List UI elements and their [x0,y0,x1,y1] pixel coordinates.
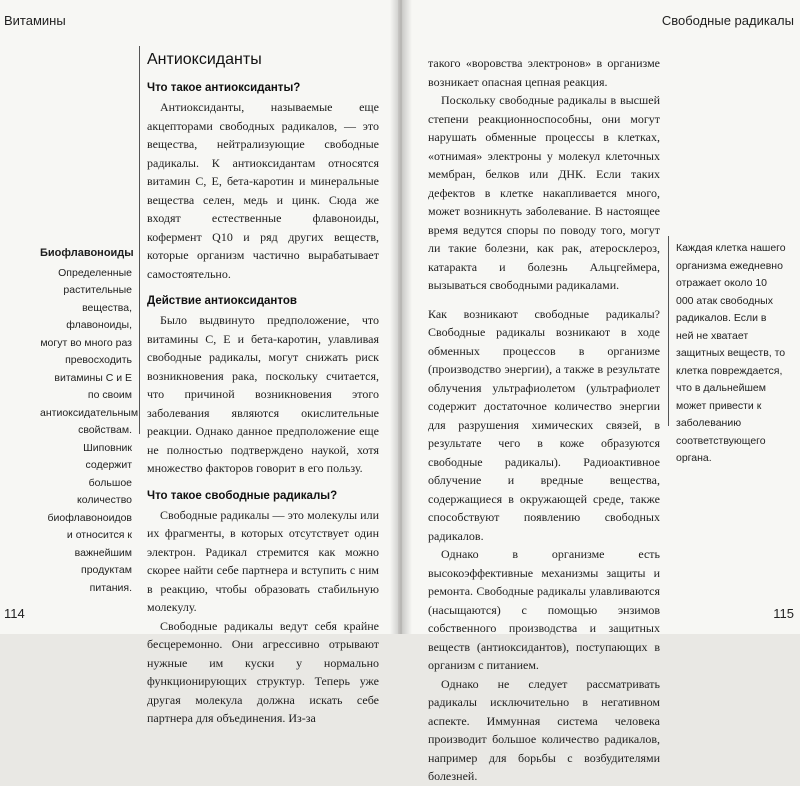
paragraph: Антиоксиданты, называемые еще акцепторами свободных радикалов, — это вещества, нейтрализующие свободные радикалы. К антиоксидантам относятся витамин С, Е, бета-каротин и минеральные вещества селен, медь и цинк. Сюда же входят естественные флавоноиды, кофермент Q10 и ряд других веществ, которые организм частично вырабатывает самостоятельно. [147,100,379,281]
paragraph: Свободные радикалы — это молекулы или их фрагменты, в которых отсутствует один электрон. Радикал стремится как можно скорее найти себе партнера и вступить с ним в реакцию, чтобы образовать стабильную молекулу. [147,507,379,614]
right-sidebar-note: Каждая клетка нашего организма ежедневно отражает около 10 000 атак свободных радикалов. Если в ней не хватает защитных веществ, то клетка повреждается, что в дальнейшем может привести к заболеванию соответствующего органа. [676,242,786,464]
sidebar-title: Биофлавоноиды [40,247,134,259]
right-page-number: 115 [773,606,794,621]
right-column-rule [668,236,669,426]
paragraph: Поскольку свободные радикалы в высшей степени реакционноспособны, они могут нарушать обменные процессы в клетках, «отнимая» электроны у молекул клеточных мембран, белков или ДНК. Если таких дефектов в клетке накапливается много, может возникнуть заболевание. В настоящее время ведутся споры по поводу того, могут ли такие болезни, как рак, атеросклероз, катаракта и болезнь Альцгеймера, вызываться свободными радикалами. [428,93,660,292]
subheading: Что такое свободные радикалы? [147,489,338,502]
paragraph: Свободные радикалы ведут себя крайне бесцеремонно. Они агрессивно отрывают нужные им куски у нормально функционирующих структур. Теперь уже другая молекула должна искать себе партнера для объединения. Из-за [147,618,379,725]
left-main-column [147,50,379,728]
right-main-column [428,54,660,786]
left-running-head: Витамины [4,13,66,28]
paragraph: Было выдвинуто предположение, что витамины С, Е и бета-каротин, улавливая свободные радикалы, могут снижать риск возникновения рака, поскольку считается, что причиной возникновения этого заболевания являются окислительные реакции. Однако данное предположение еще не полностью подтверждено наукой, хотя множество факторов говорит в его пользу. [147,313,379,475]
paragraph: такого «воровства электронов» в организме возникает опасная цепная реакция. [428,56,660,89]
section-title: Антиоксиданты [147,51,262,68]
paragraph: Однако не следует рассматривать радикалы исключительно в негативном аспекте. Иммунная система человека производит большое количество радикалов, например для борьбы с возбудителями болезней. [428,676,660,783]
left-page-number: 114 [4,606,25,621]
left-column-rule [139,46,140,434]
subheading: Что такое антиоксиданты? [147,82,301,94]
subheading: Действие антиоксидантов [147,295,297,307]
right-page [402,0,800,783]
sidebar-text: Определенные растительные вещества, флавоноиды, могут во много раз превосходить витамины С и Е по своим антиоксидательным свойствам. Шиповник содержит большое количество биофлавоноидов и относится к важнейшим продуктам питания. [40,266,139,594]
book-gutter [390,0,412,634]
right-text-blocks [428,54,660,786]
right-running-head: Свободные радикалы [661,13,794,28]
paragraph: Как возникают свободные радикалы? Свободные радикалы возникают в ходе обменных процессов в организме (производство энергии), а также в результате облучения ультрафиолетом (ультрафиолет содержит достаточное количество энергии для разрушения химических связей, в результате чего в коже образуются свободные радикалы). Радиоактивное облучение и вредные вещества, содержащиеся в окружающей среде, также способствуют появлению свободных радикалов. [428,306,660,543]
left-page [0,0,398,725]
left-text-blocks [147,80,379,728]
paragraph: Однако в организме есть высокоэффективные механизмы защиты и ремонта. Свободные радикалы улавливаются (насыщаются) с помощью энзимов собственного производства и защитных веществ (антиоксидантов), поступающих в организм с питанием. [428,547,660,672]
left-sidebar-note [40,245,139,597]
